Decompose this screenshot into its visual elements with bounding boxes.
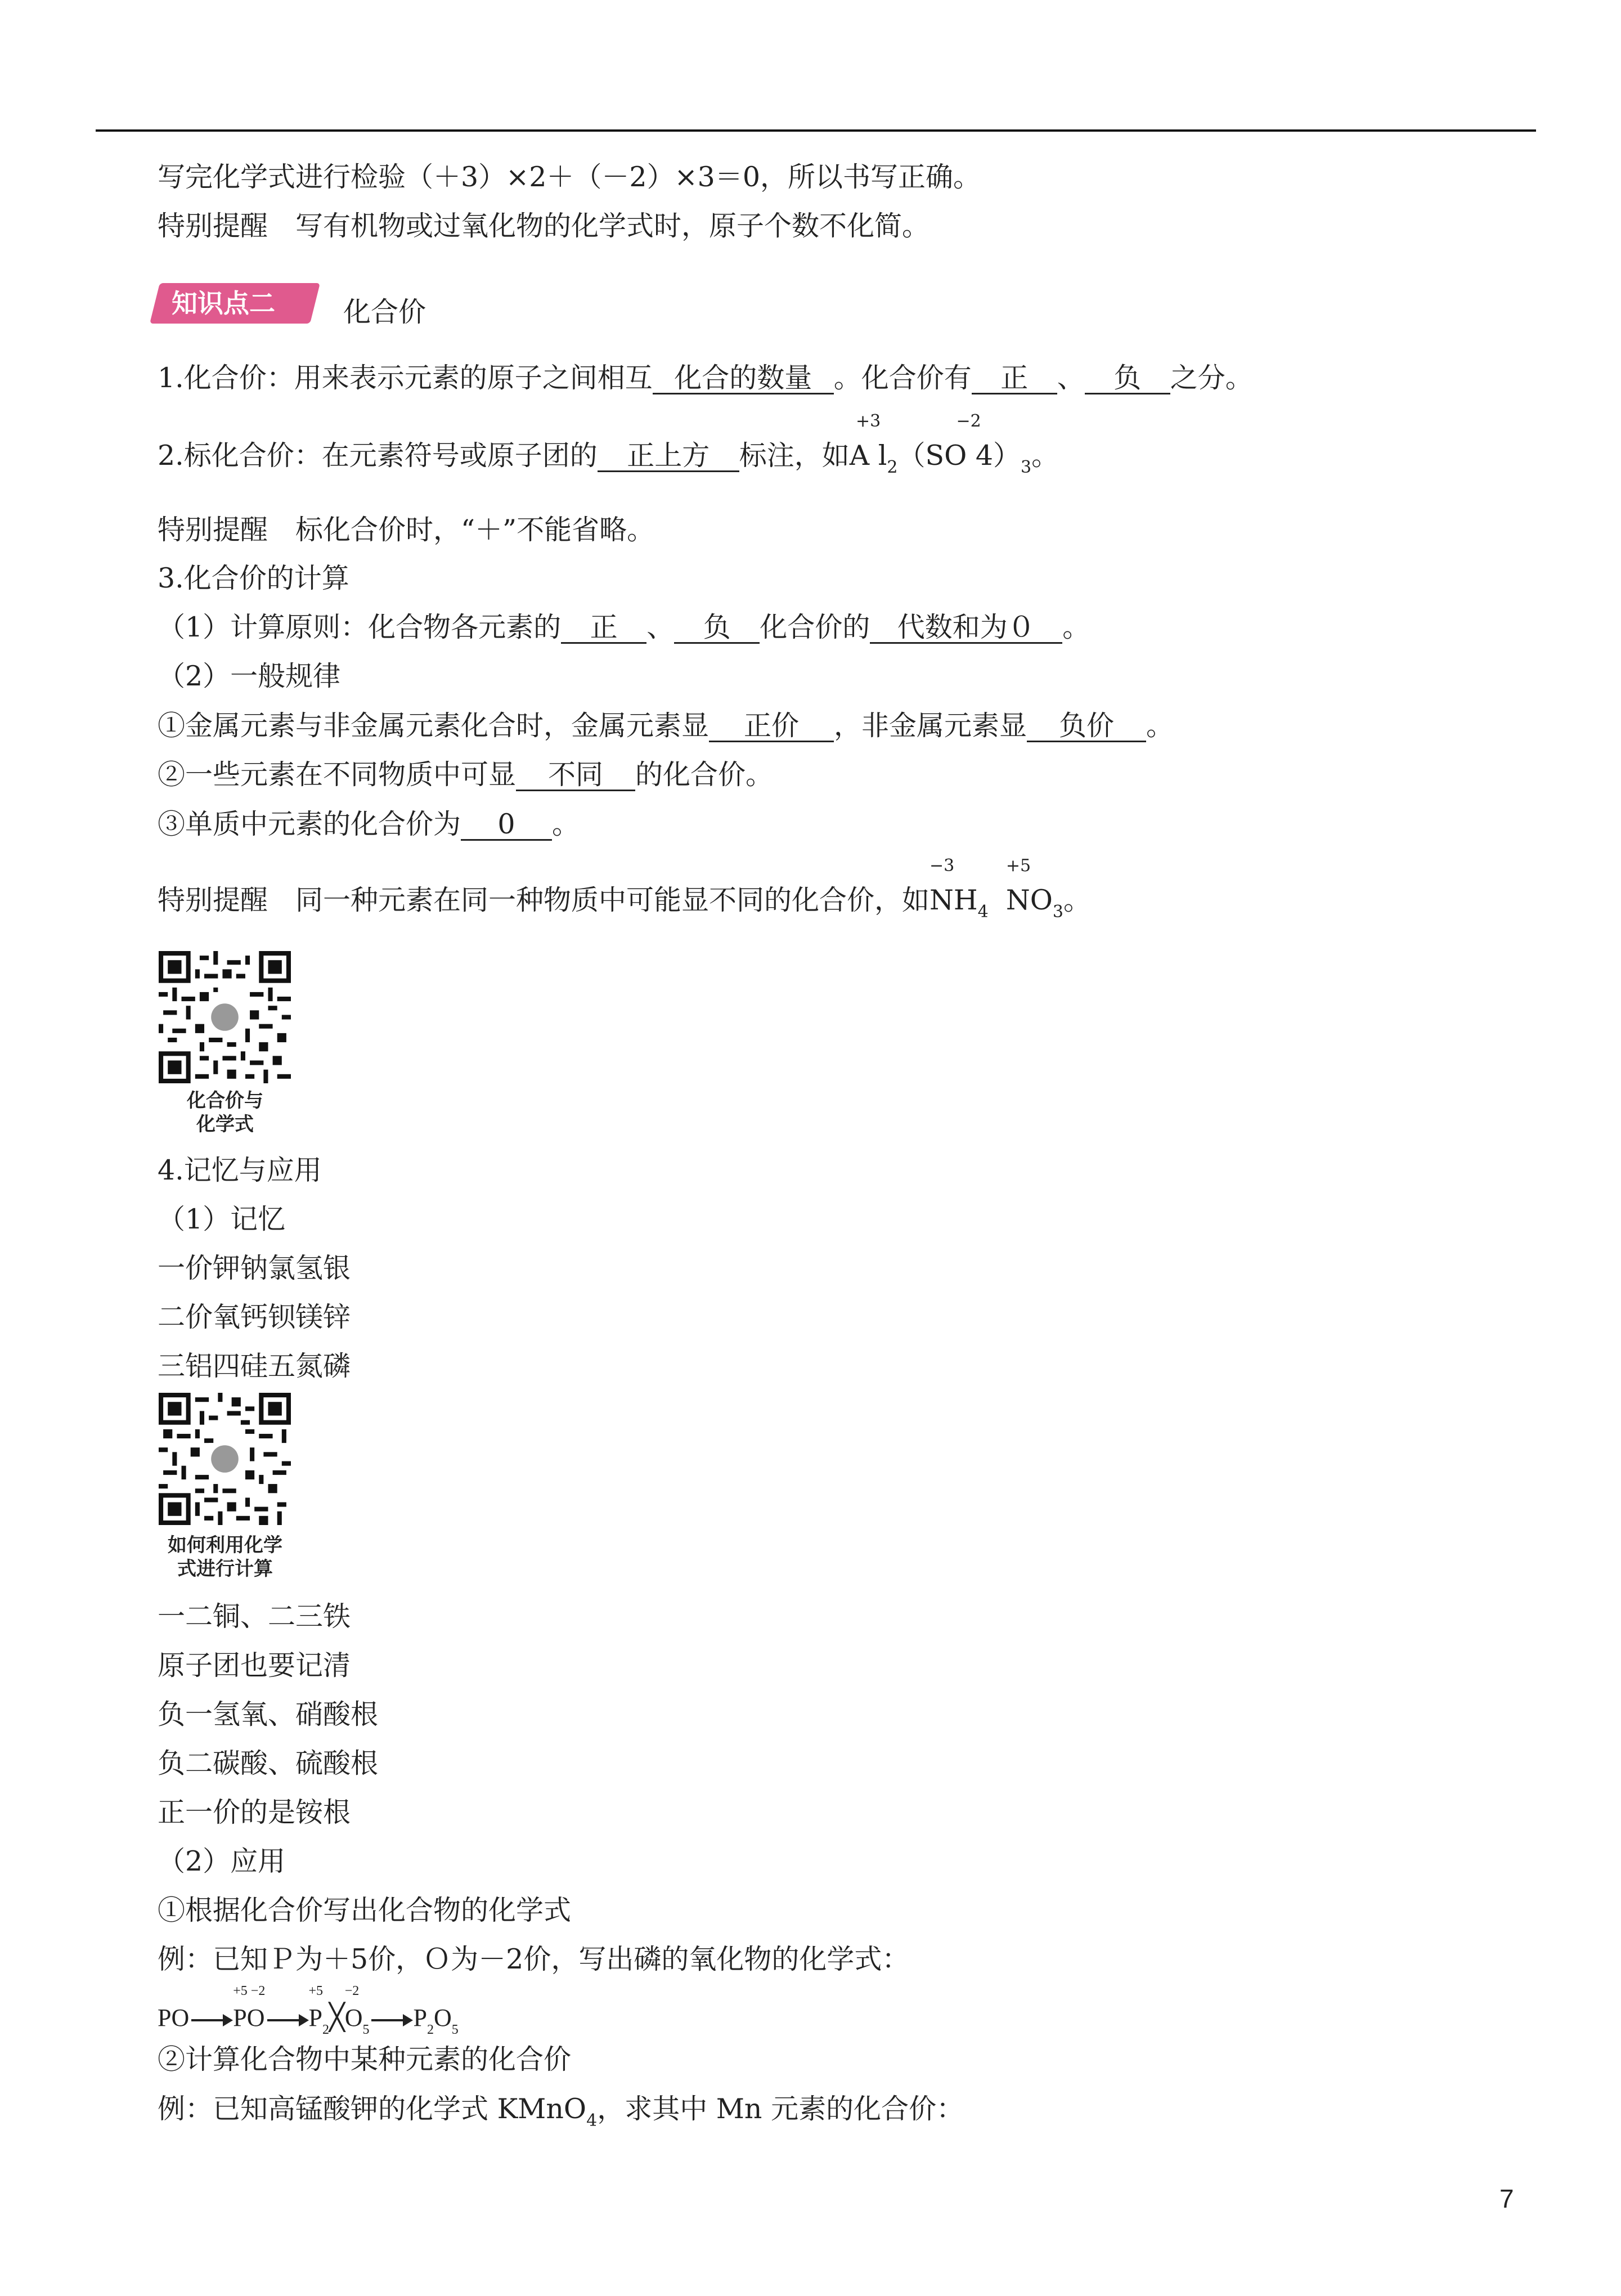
- text-line: （2）一般规律: [158, 660, 341, 692]
- mnemonic-line: 原子团也要记清: [158, 1649, 351, 1681]
- rule-1: ①金属元素与非金属元素化合时，金属元素显 正价 ，非金属元素显 负价 。: [158, 710, 1174, 742]
- text-line: （2）应用: [158, 1845, 286, 1877]
- mnemonic-line: 二价氧钙钡镁锌: [158, 1301, 351, 1333]
- example-line: 例：已知高锰酸钾的化学式 KMnO$_4$，求其中 Mn 元素的化合价：: [158, 2093, 964, 2131]
- text-line: 写完化学式进行检验（＋3）×2＋（－2）×3＝0，所以书写正确。: [158, 161, 981, 193]
- heading-3: 3.化合价的计算: [158, 562, 349, 594]
- section-title: 化合价: [343, 296, 426, 328]
- section-badge: 知识点二: [172, 288, 275, 319]
- valence-so4: −2 O 4: [944, 411, 994, 472]
- rule-3: ③单质中元素的化合价为 0 。: [158, 808, 580, 840]
- text-line: （1）记忆: [158, 1203, 286, 1235]
- cross-icon: ╳: [329, 2003, 345, 2032]
- mnemonic-line: 一价钾钠氯氢银: [158, 1252, 351, 1284]
- answer-blank: 正价: [709, 711, 834, 742]
- answer-blank: 正: [972, 364, 1057, 394]
- answer-blank: 正上方: [598, 441, 739, 472]
- special-note: 特别提醒 标化合价时，“＋”不能省略。: [158, 514, 655, 546]
- arrow-icon: [191, 2019, 231, 2021]
- answer-blank: 0: [461, 810, 552, 841]
- answer-blank: 负: [674, 613, 760, 644]
- qr-code-icon[interactable]: [159, 1393, 291, 1525]
- arrow-icon: [267, 2019, 307, 2021]
- formula-derivation: PO +5 −2 PO +5 $P_2╳$ −2 $O_5$ $P_2O_5$: [158, 1984, 459, 2037]
- qr-code-icon[interactable]: [159, 951, 291, 1083]
- answer-blank: 化合的数量: [653, 364, 834, 394]
- mnemonic-line: 正一价的是铵根: [158, 1796, 351, 1828]
- arrow-icon: [371, 2019, 411, 2021]
- header-rule: [96, 129, 1536, 132]
- valence-n-minus3: −3 N: [930, 856, 955, 916]
- answer-blank: 正: [561, 613, 646, 644]
- mnemonic-line: 负二碳酸、硫酸根: [158, 1747, 379, 1779]
- text-line: ②计算化合物中某种元素的化合价: [158, 2043, 572, 2075]
- valence-al: +3 A l: [849, 411, 887, 472]
- mnemonic-line: 三铝四硅五氮磷: [158, 1350, 351, 1382]
- paragraph-2: 2.标化合价：在元素符号或原子团的 正上方 标注，如 +3 A $l_2(S$ −2 O $4)_3$。: [158, 411, 1059, 477]
- mnemonic-line: 负一氢氧、硝酸根: [158, 1698, 379, 1730]
- paragraph-calc-principle: （1）计算原则：化合物各元素的 正 、 负 化合价的 代数和为０ 。: [158, 611, 1090, 643]
- answer-blank: 代数和为０: [870, 613, 1062, 644]
- text-line: ①根据化合价写出化合物的化学式: [158, 1894, 572, 1926]
- qr-caption: 化合价与 化学式: [187, 1089, 263, 1136]
- mnemonic-line: 一二铜、二三铁: [158, 1600, 351, 1633]
- answer-blank: 负: [1085, 364, 1170, 394]
- special-note: 特别提醒 同一种元素在同一种物质中可能显不同的化合价，如 −3 $NH_4$ +5 $NO_3$。: [158, 856, 1092, 922]
- answer-blank: 不同: [516, 760, 635, 791]
- page-number: 7: [1499, 2184, 1514, 2213]
- valence-n-plus5: +5 N: [1005, 856, 1031, 916]
- qr-caption: 如何利用化学 式进行计算: [168, 1534, 282, 1580]
- answer-blank: 负价: [1027, 711, 1146, 742]
- rule-2: ②一些元素在不同物质中可显 不同 的化合价。: [158, 759, 774, 791]
- special-note: 特别提醒 写有机物或过氧化物的化学式时，原子个数不化简。: [158, 210, 930, 242]
- paragraph-1: 1.化合价：用来表示元素的原子之间相互 化合的数量 。化合价有 正 、 负 之分。: [158, 362, 1253, 394]
- heading-4: 4.记忆与应用: [158, 1154, 322, 1186]
- example-line: 例：已知Ｐ为＋5价，Ｏ为－2价，写出磷的氧化物的化学式：: [158, 1943, 910, 1975]
